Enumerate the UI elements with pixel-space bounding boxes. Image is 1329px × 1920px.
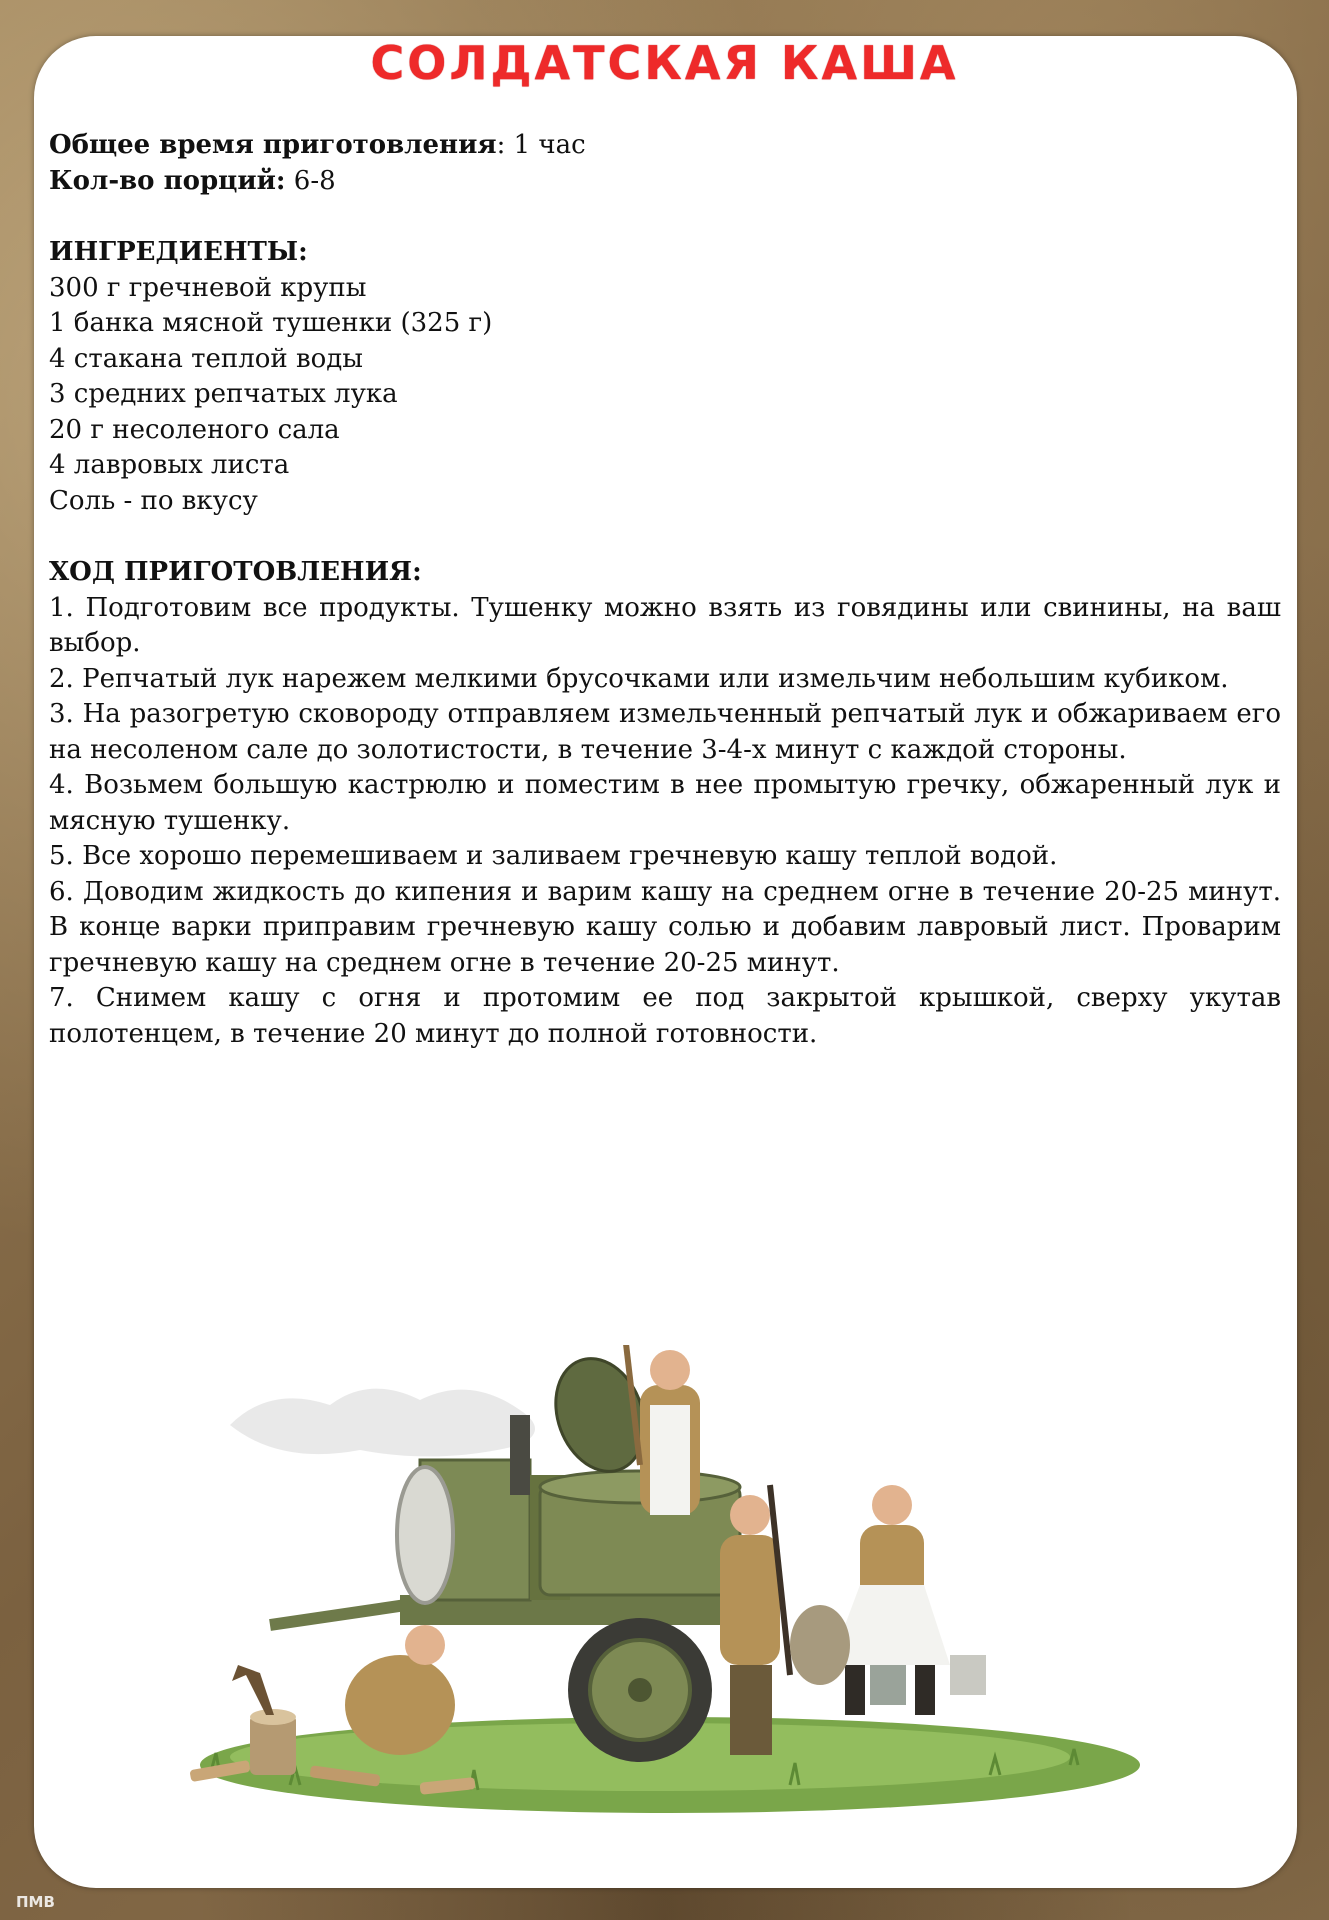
axe-icon	[232, 1665, 274, 1715]
field-kitchen-illustration	[170, 1345, 1160, 1815]
cooking-time-value: : 1 час	[496, 130, 586, 160]
sitting-soldier-head	[872, 1485, 912, 1525]
stump-top	[250, 1709, 296, 1725]
watermark-logo: ПМВ	[16, 1893, 55, 1911]
steps-section	[49, 555, 1281, 1052]
cook-apron	[650, 1405, 690, 1515]
step-item: 2. Репчатый лук нарежем мелкими брусочками или измельчим небольшим кубиком.	[49, 663, 1229, 694]
smoke-cloud	[230, 1389, 535, 1457]
soldier-head	[405, 1625, 445, 1665]
ingredients-section	[49, 235, 1281, 519]
ingredient-item: 4 стакана теплой воды	[49, 343, 363, 374]
ingredient-item: 4 лавровых листа	[49, 450, 290, 480]
ingredient-item: 300 г гречневой крупы	[49, 272, 367, 303]
sitting-soldier-boots	[845, 1665, 865, 1715]
ingredient-item: 3 средних репчатых лука	[49, 379, 398, 409]
standing-soldier-body	[720, 1535, 780, 1665]
spare-tire	[397, 1467, 453, 1603]
ingredients-heading: ИНГРЕДИЕНТЫ:	[49, 237, 308, 267]
step-item: 5. Все хорошо перемешиваем и заливаем гречневую кашу теплой водой.	[49, 841, 1058, 871]
ingredient-item: Соль - по вкусу	[49, 485, 258, 516]
page-title: СОЛДАТСКАЯ КАША	[370, 36, 959, 90]
steps-heading: ХОД ПРИГОТОВЛЕНИЯ:	[49, 557, 422, 587]
servings-label: Кол-во порций:	[49, 165, 286, 196]
step-item: 7. Снимем кашу с огня и протомим ее под закрытой крышкой, сверху укутав полотенцем, в течение 20 минут до полной готовности.	[49, 983, 1281, 1049]
standing-soldier-legs	[730, 1665, 772, 1755]
servings	[49, 164, 1281, 200]
ingredient-item: 20 г несоленого сала	[49, 414, 340, 445]
step-item: 3. На разогретую сковороду отправляем измельченный репчатый лук и обжариваем его на несоленом сале до золотистости, в течение 3-4-х минут с каждой стороны.	[49, 699, 1281, 765]
ingredient-item: 1 банка мясной тушенки (325 г)	[49, 308, 493, 338]
chimney	[510, 1415, 530, 1495]
cooking-time	[49, 128, 1281, 164]
cook-head	[650, 1350, 690, 1390]
supply-sack	[790, 1605, 850, 1685]
recipe-content	[49, 128, 1281, 1052]
servings-value: 6-8	[285, 165, 336, 196]
bucket	[950, 1655, 986, 1695]
step-item: 4. Возьмем большую кастрюлю и поместим в нее промытую гречку, обжаренный лук и мясную тушенку.	[49, 770, 1281, 836]
step-item: 1. Подготовим все продукты. Тушенку можно взять из говядины или свинины, на ваш выбор.	[49, 592, 1281, 658]
sitting-soldier-boots	[915, 1665, 935, 1715]
standing-soldier-head	[730, 1495, 770, 1535]
crouching-soldier	[345, 1655, 455, 1755]
cooking-time-label: Общее время приготовления	[49, 130, 497, 160]
step-item: 6. Доводим жидкость до кипения и варим кашу на среднем огне в течение 20-25 минут. В конце варки приправим гречневую кашу солью и добавим лавровый лист. Проварим гречневую кашу на среднем огне в течение 20-25 минут.	[49, 876, 1281, 978]
wheel-center	[628, 1678, 652, 1702]
bucket	[870, 1665, 906, 1705]
